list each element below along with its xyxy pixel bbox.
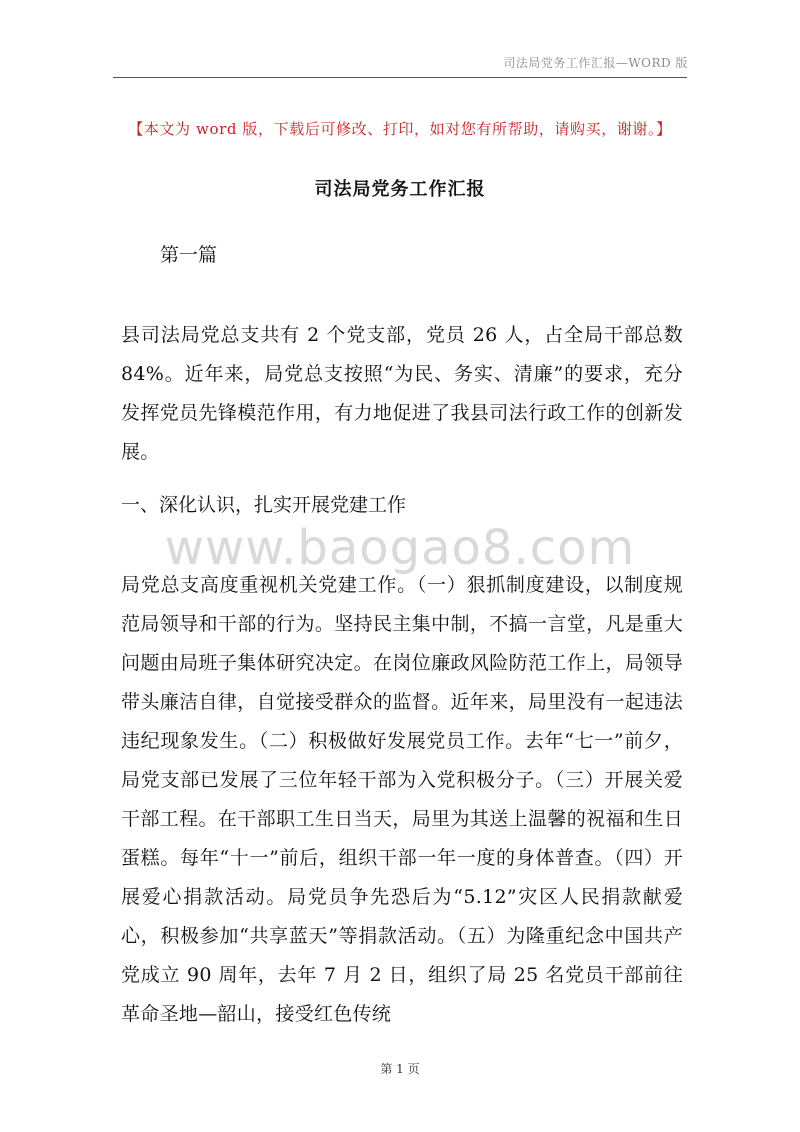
- intro-paragraph: 县司法局党总支共有 2 个党支部，党员 26 人，占全局干部总数 84%。近年来，局党总支按照“为民、务实、清廉”的要求，充分发挥党员先锋模范作用，有力地促进了我县司法行政工作的创新发展。: [121, 324, 683, 463]
- header-divider: [113, 77, 687, 78]
- running-header: 司法局党务工作汇报—WORD 版: [503, 56, 688, 70]
- page-number: 第 1 页: [380, 1062, 420, 1076]
- body-paragraph: 局党总支高度重视机关党建工作。（一）狠抓制度建设，以制度规范局领导和干部的行为。坚持民主集中制，不搞一言堂，凡是重大问题由局班子集体研究决定。在岗位廉政风险防范工作上，局领导带头廉洁自律，自觉接受群众的监督。近年来，局里没有一起违法违纪现象发生。（二）积极做好发展党员工作。去年“七一”前夕，局党支部已发展了三位年轻干部为入党积极分子。（三）开展关爱干部工程。在干部职工生日当天，局里为其送上温馨的祝福和生日蛋糕。每年“十一”前后，组织干部一年一度的身体普查。（四）开展爱心捐款活动。局党员争先恐后为“5.12”灾区人民捐款献爱心，积极参加“共享蓝天”等捐款活动。（五）为隆重纪念中国共产党成立 90 周年，去年 7 月 2 日，组织了局 25 名党员干部前往革命圣地—韶山，接受红色传统: [121, 574, 683, 1025]
- document-title: 司法局党务工作汇报: [314, 179, 486, 200]
- section-heading: 一、深化认识，扎实开展党建工作: [121, 494, 407, 516]
- watermark: www.baogao8.com: [164, 520, 636, 576]
- purchase-notice: 【本文为 word 版，下载后可修改、打印，如对您有所帮助，请购买，谢谢。】: [128, 120, 672, 138]
- chapter-label: 第一篇: [160, 244, 218, 266]
